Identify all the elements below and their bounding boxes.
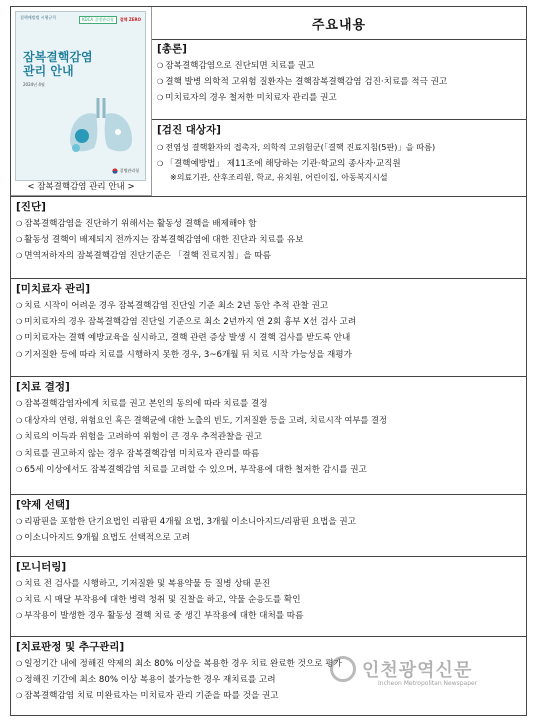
table-header-title: 주요내용: [311, 17, 367, 33]
watermark-subtitle: Incheon Metropolitan Newspaper: [378, 680, 478, 687]
list-item: ❍ 일정기간 내에 정해진 약제의 최소 80% 이상을 복용한 경우 치료 완료한 것으로 평가: [16, 656, 526, 672]
government-emblem-icon: [112, 168, 118, 174]
section-untreated-management: [11, 278, 526, 377]
list-item: ❍ 이소니아지드 9개월 요법도 선택적으로 고려: [16, 530, 526, 546]
list-item: ❍ 「결핵예방법」 제11조에 해당하는 기관·학교의 종사자·교직원: [157, 156, 526, 172]
list-item: ❍ 정해진 기간에 최소 80% 이상 복용이 불가능한 경우 재치료를 고려: [16, 672, 526, 688]
tb-zero-logo: 결핵 ZERO: [119, 17, 141, 22]
section-title: [치료판정 및 추구관리]: [16, 641, 125, 653]
section-title: [모니터링]: [16, 561, 67, 573]
section-general: [152, 39, 526, 119]
list-item: ❍ 잠복결핵감염을 진단하기 위해서는 활동성 결핵을 배제해야 함: [16, 216, 526, 232]
cover-title: [23, 50, 93, 78]
list-item: ❍ 미치료자의 경우 철저한 미치료자 관리를 권고: [157, 90, 526, 106]
cover-title-line1: 잠복결핵감염: [23, 50, 93, 64]
kdca-logo: KDCA 질병관리청: [79, 16, 117, 24]
list-item: ❍ 잠복결핵감염자에게 치료를 권고 본인의 동의에 따라 치료를 결정: [16, 396, 526, 412]
section-title: [미치료자 관리]: [16, 283, 91, 295]
list-item: ❍ 치료를 권고하지 않는 경우 잠복결핵감염 미치료자 관리를 따름: [16, 446, 526, 462]
section-title: [치료 결정]: [16, 381, 70, 393]
cover-ministry-name: 질병관리청: [119, 168, 139, 173]
lung-illustration-icon: [62, 92, 140, 158]
section-title: [검진 대상자]: [157, 124, 221, 136]
list-item: ❍ 치료 시작이 어려운 경우 잠복결핵감염 진단일 기준 최소 2년 동안 추적 관찰 권고: [16, 298, 526, 314]
list-item: ❍ 잠복결핵감염으로 진단되면 치료를 권고: [157, 58, 526, 74]
cover-year: 2024년 4월: [23, 82, 45, 87]
list-item: ❍ 대상자의 연령, 위험요인 혹은 결핵균에 대한 노출의 빈도, 기저질환 등을 고려, 치료시작 여부를 결정: [16, 412, 526, 429]
cover-artwork: [15, 11, 146, 181]
cover-ministry: [112, 168, 139, 174]
table-header: [152, 7, 526, 40]
list-item: ❍ 미치료자의 경우 잠복결핵감염 진단일 기준으로 최소 2년까지 연 2회 흉부 X선 검사 고려: [16, 314, 526, 330]
section-title: [총론]: [157, 43, 187, 55]
list-item: ❍ 치료 전 검사를 시행하고, 기저질환 및 복용약물 등 질병 상태 문진: [16, 576, 526, 592]
list-item: ❍ 기저질환 등에 따라 치료를 시행하지 못한 경우, 3~6개월 뒤 치료 시작 가능성을 재평가: [16, 347, 526, 363]
cover-logos: [79, 16, 141, 24]
list-item: ❍ 치료 시 매달 부작용에 대한 병력 청취 및 진찰을 하고, 약물 순응도를 확인: [16, 592, 526, 608]
list-item: ❍ 면역저하자의 잠복결핵감염 진단기준은 「결핵 진료지침」을 따름: [16, 248, 526, 264]
list-item: ❍ 전염성 결핵환자의 접촉자, 의학적 고위험군(「결핵 진료지침(5판)」을 따름): [157, 139, 526, 156]
list-item: ❍ 치료의 이득과 위험을 고려하여 위험이 큰 경우 추적관찰을 권고: [16, 429, 526, 445]
list-item: ❍ 잠복결핵감염 치료 미완료자는 미치료자 관리 기준을 따를 것을 권고: [16, 688, 526, 704]
list-item: ❍ 부작용이 발생한 경우 활동성 결핵 치료 중 생긴 부작용에 대한 대처를 따름: [16, 608, 526, 624]
section-title: [약제 선택]: [16, 499, 70, 511]
list-item: ❍ 결핵 발병 의학적 고위험 질환자는 결핵잠복결핵감염 검진·치료를 적극 권고: [157, 74, 526, 90]
section-monitoring: [11, 556, 526, 637]
newspaper-logo-icon: [330, 656, 356, 682]
cover-top-text: 결핵예방법 시행규칙: [20, 15, 57, 20]
list-item: ❍ 활동성 결핵이 배제되지 전까지는 잠복결핵감염에 대한 진단과 치료를 유보: [16, 232, 526, 248]
section-diagnosis: [11, 196, 526, 279]
list-sub-note: ※의료기관, 산후조리원, 학교, 유치원, 어린이집, 아동복지시설: [170, 173, 388, 183]
section-treatment-decision: [11, 376, 526, 495]
cover-caption: < 잠복결핵감염 관리 안내 >: [27, 182, 135, 192]
guide-cover-image: [11, 7, 152, 196]
section-title: [진단]: [16, 201, 46, 213]
watermark-name: 인천광역신문: [362, 660, 473, 681]
section-drug-selection: [11, 494, 526, 557]
list-item: ❍ 리팜핀을 포함한 단기요법인 리팜핀 4개월 요법, 3개월 이소니아지드/리팜핀 요법을 권고: [16, 514, 526, 530]
newspaper-watermark: [330, 656, 472, 682]
list-item: ❍ 65세 이상에서도 잠복결핵감염 치료를 고려할 수 있으며, 부작용에 대한 철저한 감시를 권고: [16, 462, 526, 478]
list-item: ❍ 미치료자는 결핵 예방교육을 실시하고, 결핵 관련 증상 발생 시 결핵 검사를 받도록 안내: [16, 330, 526, 346]
section-screening: [152, 119, 526, 197]
cover-title-line2: 관리 안내: [23, 64, 74, 78]
